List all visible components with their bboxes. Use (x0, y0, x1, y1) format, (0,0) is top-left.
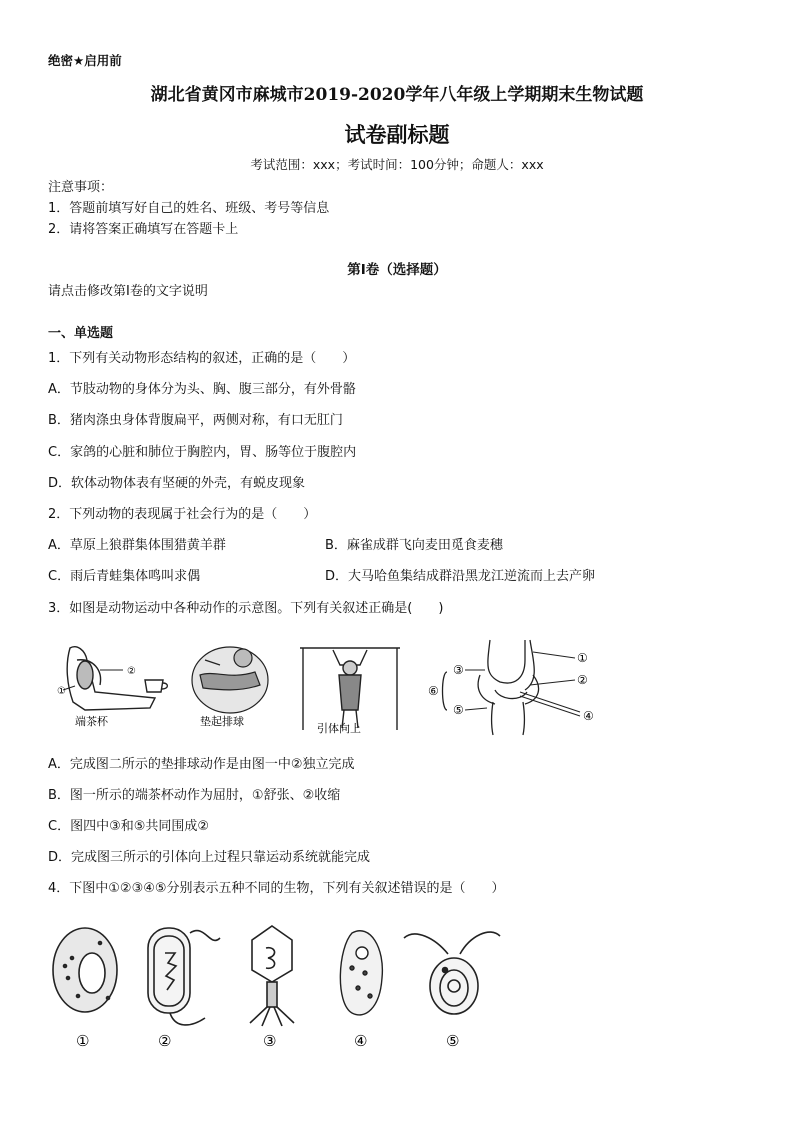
arm-teacup-illustration (63, 647, 167, 710)
fig3-label-1: ① (57, 686, 66, 697)
notes-item-2: 2．请将答案正确填写在答题卡上 (48, 222, 239, 237)
yeast-cell-illustration (53, 928, 117, 1012)
question-3-option-d[interactable]: D．完成图三所示的引体向上过程只靠运动系统就能完成 (48, 850, 371, 865)
question-1-option-b[interactable]: B．猪肉涤虫身体背腹扁平，两侧对称，有口无肛门 (48, 413, 343, 428)
question-4-stem: 4．下图中①②③④⑤分别表示五种不同的生物，下列有关叙述错误的是（ ） (48, 881, 505, 896)
paper-subtitle: 试卷副标题 (344, 123, 450, 147)
question-3-figure (55, 630, 615, 740)
question-2-option-a[interactable]: A．草原上狼群集体围猎黄羊群 (48, 538, 226, 553)
organism-label-3: ③ (263, 1032, 277, 1050)
question-4-figure (40, 918, 520, 1058)
fig3-caption-3: 引体向上 (317, 722, 361, 735)
joint-label-5: ⑤ (453, 703, 464, 717)
notes-item-1: 1．答题前填写好自己的姓名、班级、考号等信息 (48, 201, 330, 216)
joint-label-4: ④ (583, 709, 594, 723)
virus-illustration (250, 926, 294, 1026)
chlamydomonas-illustration (404, 932, 500, 1014)
notes-heading: 注意事项： (48, 180, 114, 195)
section-description[interactable]: 请点击修改第I卷的文字说明 (48, 284, 208, 299)
question-2-option-c[interactable]: C．雨后青蛙集体鸣叫求偶 (48, 569, 201, 584)
organism-label-5: ⑤ (446, 1032, 460, 1050)
joint-label-2: ② (577, 673, 588, 687)
fig3-caption-2: 垫起排球 (200, 715, 244, 728)
fig3-caption-1: 端茶杯 (75, 715, 108, 728)
volleyball-illustration (192, 647, 268, 713)
question-1-option-c[interactable]: C．家鸽的心脏和肺位于胸腔内，胃、肠等位于腹腔内 (48, 445, 357, 460)
confidential-label: 绝密★启用前 (48, 53, 122, 68)
joint-label-6: ⑥ (428, 684, 439, 698)
organism-label-1: ① (76, 1032, 90, 1050)
paramecium-illustration (340, 931, 382, 1015)
question-3-stem: 3．如图是动物运动中各种动作的示意图。下列有关叙述正确是( ) (48, 601, 444, 616)
question-2-option-d[interactable]: D．大马哈鱼集结成群沿黑龙江逆流而上去产卵 (325, 569, 596, 584)
joint-label-1: ① (577, 651, 588, 665)
organism-label-2: ② (158, 1032, 172, 1050)
question-1-stem: 1．下列有关动物形态结构的叙述，正确的是（ ） (48, 351, 356, 366)
question-3-option-b[interactable]: B．图一所示的端茶杯动作为屈肘，①舒张、②收缩 (48, 788, 341, 803)
question-3-option-c[interactable]: C．图四中③和⑤共同围成② (48, 819, 210, 834)
exam-info: 考试范围：xxx；考试时间：100分钟；命题人：xxx (250, 157, 544, 172)
question-2-stem: 2．下列动物的表现属于社会行为的是（ ） (48, 507, 317, 522)
pullup-illustration (300, 648, 400, 730)
fig3-label-2: ② (127, 666, 136, 677)
joint-diagram (443, 640, 581, 735)
question-1-option-d[interactable]: D．软体动物体表有坚硬的外壳，有蜕皮现象 (48, 476, 306, 491)
paper-title: 湖北省黄冈市麻城市2019-2020学年八年级上学期期末生物试题 (150, 85, 644, 105)
question-2-option-b[interactable]: B．麻雀成群飞向麦田觅食麦穗 (325, 538, 503, 553)
organism-label-4: ④ (354, 1032, 368, 1050)
question-3-option-a[interactable]: A．完成图二所示的垫排球动作是由图一中②独立完成 (48, 757, 355, 772)
section-title: 第I卷（选择题） (347, 262, 447, 278)
bacterium-illustration (148, 928, 220, 1025)
joint-label-3: ③ (453, 663, 464, 677)
question-1-option-a[interactable]: A．节肢动物的身体分为头、胸、腹三部分，有外骨骼 (48, 382, 356, 397)
part-title: 一、单选题 (48, 326, 114, 341)
